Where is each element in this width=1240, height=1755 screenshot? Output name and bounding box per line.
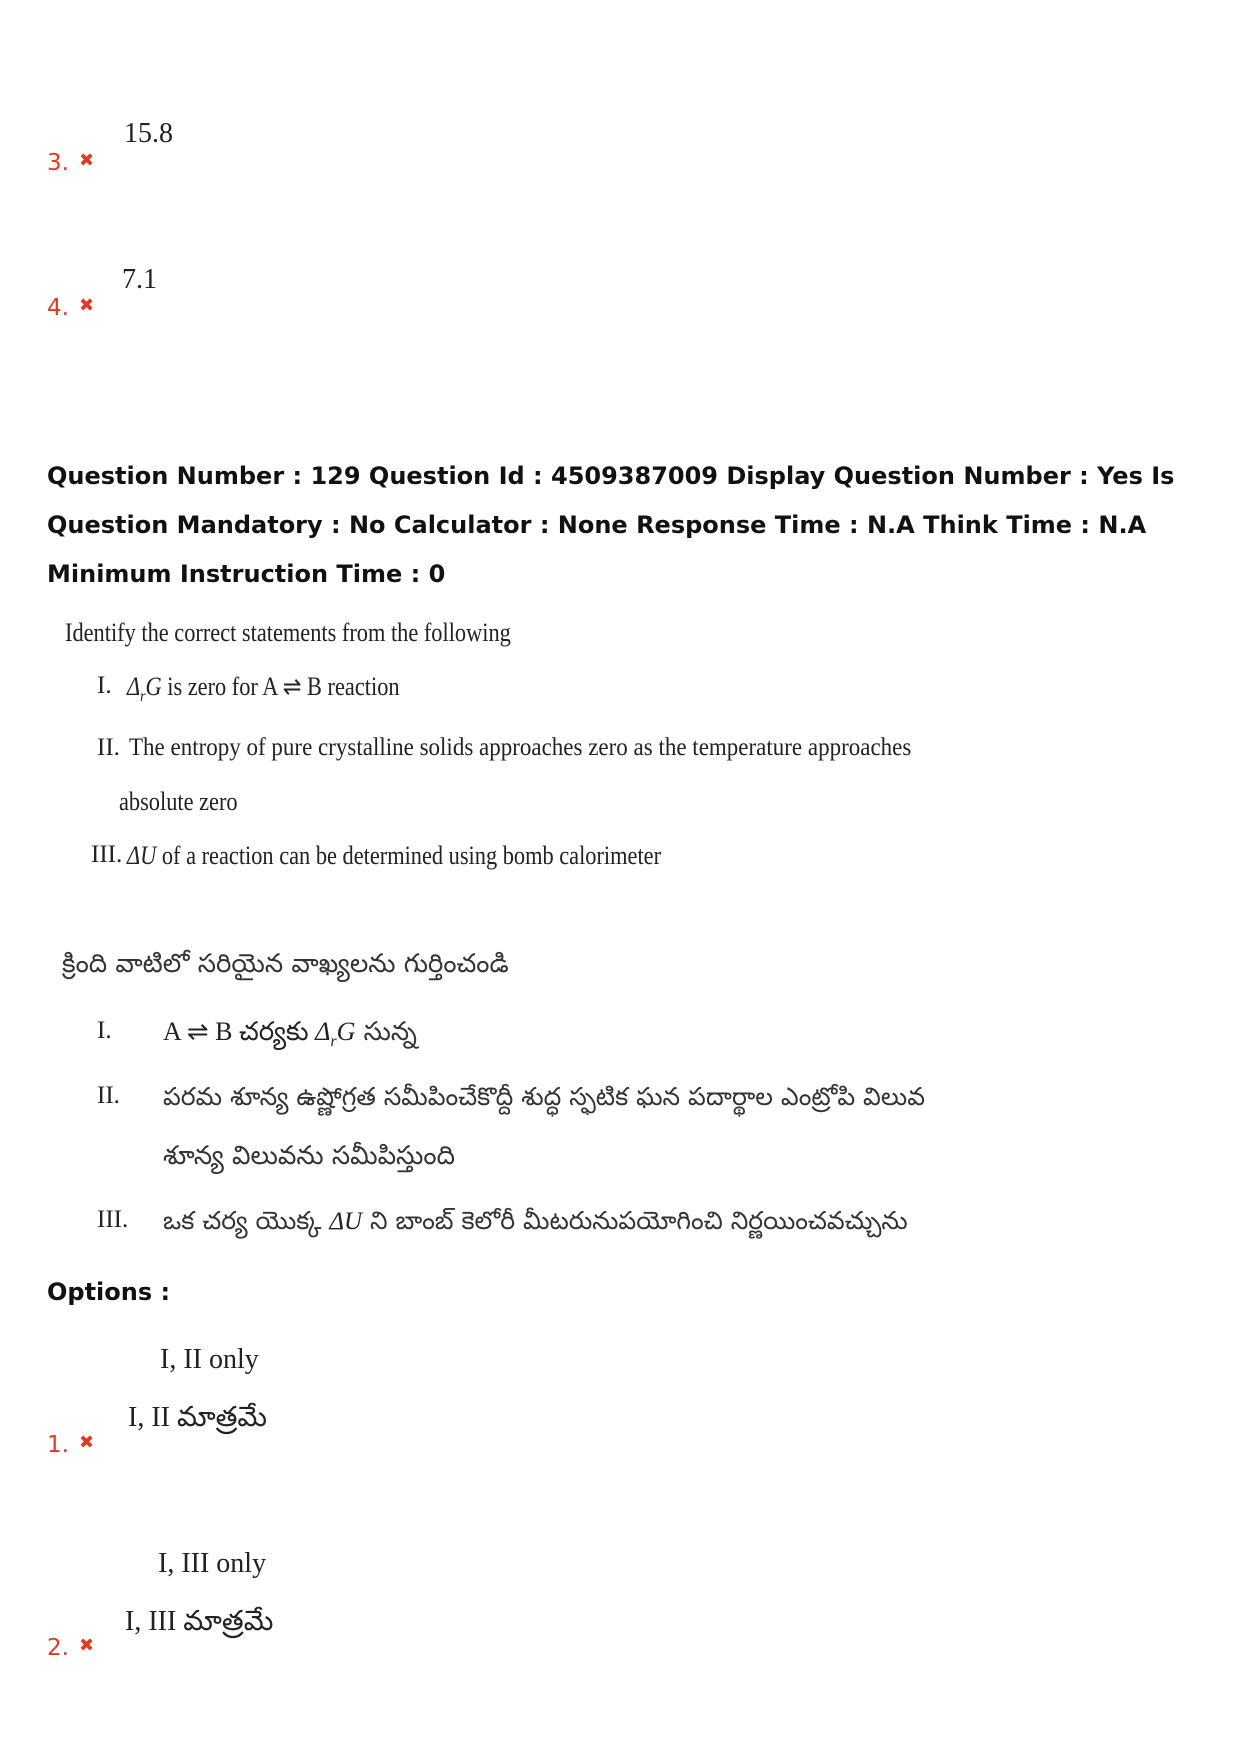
option-1-english: I, II only: [160, 1344, 259, 1375]
option-1-number: 1.: [47, 1432, 69, 1458]
question-prompt-english: Identify the correct statements from the following: [65, 618, 511, 647]
delta-u-symbol: ΔU: [329, 1208, 363, 1235]
option-3-value: 15.8: [124, 118, 173, 149]
telugu-statement-1-number: I.: [97, 1017, 112, 1044]
question-metadata: Question Number : 129 Question Id : 4509387009 Display Question Number : Yes Is Question Mandatory : No Calculator : None Response Time : N.A Think Time : N.A Minimum Instruction Time : 0: [47, 462, 1175, 588]
statement-3-telugu: [163, 1206, 908, 1242]
option-4-number: 4.: [47, 295, 69, 321]
statement-1-text: is zero for A ⇌ B reaction: [161, 672, 400, 701]
option-2-telugu: I, III మాత్రమే: [125, 1606, 274, 1637]
statement-1-number: I.: [97, 672, 112, 699]
statement-1-telugu: [163, 1017, 417, 1053]
statement-2-english-line2: absolute zero: [119, 787, 238, 816]
option-1-telugu: I, II మాత్రమే: [128, 1402, 267, 1433]
statement-3-telugu-text-a: ఒక చర్య యొక్క: [163, 1206, 330, 1235]
statement-3-telugu-text-b: ని బాంబ్ కెలోరీ మీటరునుపయోగించి నిర్ణయించవచ్చును: [362, 1206, 908, 1235]
option-2-english: I, III only: [158, 1548, 267, 1579]
statement-1-telugu-reaction: A ⇌ B చర్యకు: [163, 1017, 316, 1046]
option-3-number: 3.: [47, 150, 69, 176]
gibbs-symbol: G: [145, 672, 162, 701]
delta-u-symbol: ΔU: [127, 841, 157, 870]
cross-icon: ✖: [79, 1432, 95, 1453]
telugu-statement-2-number: II.: [97, 1082, 120, 1109]
statement-3-number: III.: [91, 841, 123, 868]
cross-icon: ✖: [79, 295, 95, 316]
statement-3-text: of a reaction can be determined using bomb calorimeter: [156, 841, 662, 870]
gibbs-symbol: G: [336, 1017, 356, 1046]
question-prompt-telugu: క్రింది వాటిలో సరియైన వాఖ్యలను గుర్తించండి: [62, 949, 509, 979]
cross-icon: ✖: [79, 150, 95, 171]
statement-1-english: [127, 672, 400, 706]
option-2-number: 2.: [47, 1635, 69, 1661]
option-4-value: 7.1: [122, 264, 157, 295]
subscript-r: r: [330, 1033, 337, 1051]
statement-1-telugu-text: సున్న: [355, 1017, 417, 1047]
telugu-statement-3-number: III.: [97, 1206, 129, 1233]
statement-2-telugu-line1: పరమ శూన్య ఉష్ణోగ్రత సమీపించేకొద్దీ శుద్ధ స్ఫటిక ఘన పదార్థాల ఎంట్రోపి విలువ: [163, 1082, 925, 1111]
statement-2-number: II.: [97, 734, 120, 761]
delta-symbol: Δ: [127, 672, 141, 701]
subscript-r: r: [140, 688, 146, 706]
delta-symbol: Δ: [315, 1017, 331, 1046]
statement-2-telugu-line2: శూన్య విలువను సమీపిస్తుంది: [163, 1141, 455, 1171]
options-label: Options :: [47, 1278, 171, 1306]
statement-3-english: [127, 841, 661, 871]
cross-icon: ✖: [79, 1635, 95, 1656]
statement-2-english-line1: The entropy of pure crystalline solids approaches zero as the temperature approaches: [129, 734, 912, 761]
